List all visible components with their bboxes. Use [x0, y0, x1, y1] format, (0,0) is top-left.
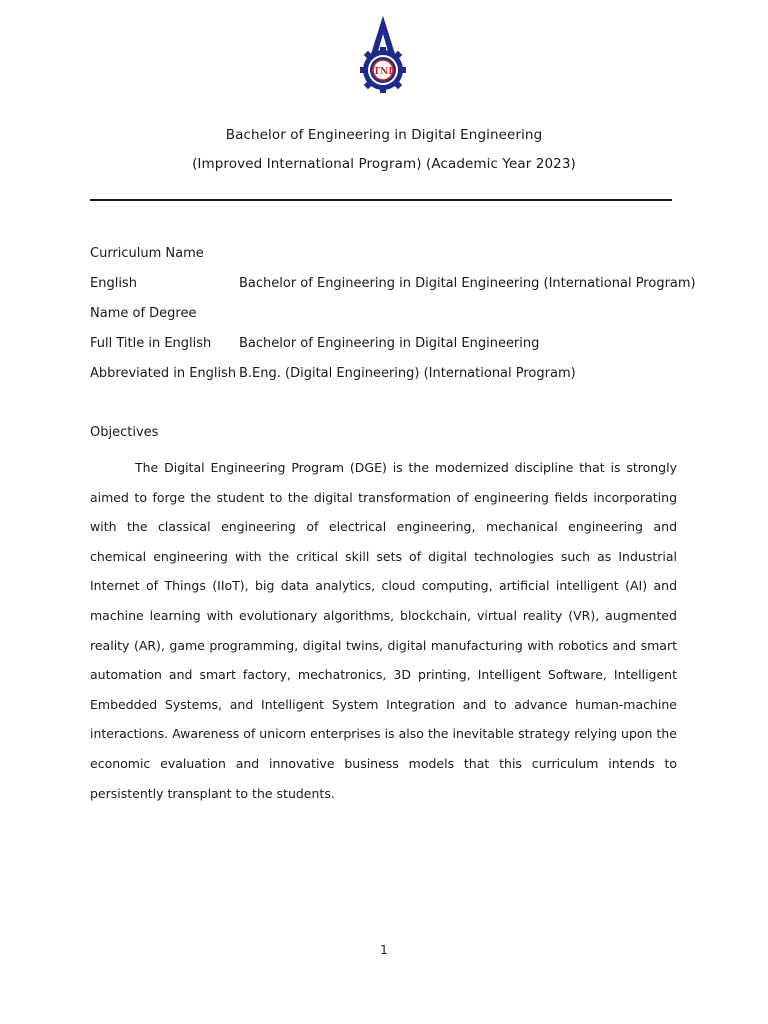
objectives-heading: Objectives [90, 425, 159, 440]
logo-text: TNI [373, 67, 393, 77]
curriculum-name-row [90, 246, 239, 261]
abbreviated-row [90, 366, 576, 381]
page-number: 1 [380, 943, 388, 957]
curriculum-name-label: Curriculum Name [90, 246, 204, 261]
document-subtitle: (Improved International Program) (Academic Year 2023) [192, 156, 576, 172]
english-row [90, 276, 696, 291]
english-value: Bachelor of Engineering in Digital Engineering (International Program) [239, 276, 696, 291]
full-title-value: Bachelor of Engineering in Digital Engineering [239, 336, 540, 351]
full-title-label: Full Title in English [90, 336, 212, 351]
objectives-paragraph: The Digital Engineering Program (DGE) is the modernized discipline that is strongly aimed to forge the student to the digital transformation of engineering fields incorporating with the classical engineering of electrical engineering, mechanical engineering and chemical engineering with the critical skill sets of digital technologies such as Industrial Internet of Things (IIoT), big data analytics, cloud computing, artificial intelligent (AI) and machine learning with evolutionary algorithms, blockchain, virtual reality (VR), augmented reality (AR), game programming, digital twins, digital manufacturing with robotics and smart automation and smart factory, mechatronics, 3D printing, Intelligent Software, Intelligent Embedded Systems, and Intelligent System Integration and to advance human-machine interactions. Awareness of unicorn enterprises is also the inevitable strategy relying upon the economic evaluation and innovative business models that this curriculum intends to persistently transplant to the students. [90, 460, 677, 801]
name-of-degree-row [90, 306, 239, 321]
document-title: Bachelor of Engineering in Digital Engineering [225, 127, 543, 143]
name-of-degree-label: Name of Degree [90, 306, 197, 321]
horizontal-rule [90, 199, 672, 201]
abbreviated-value: B.Eng. (Digital Engineering) (International Program) [239, 366, 576, 381]
full-title-row [90, 336, 539, 351]
abbreviated-label: Abbreviated in English [90, 366, 237, 381]
english-label: English [90, 276, 137, 291]
tni-logo [352, 14, 414, 94]
